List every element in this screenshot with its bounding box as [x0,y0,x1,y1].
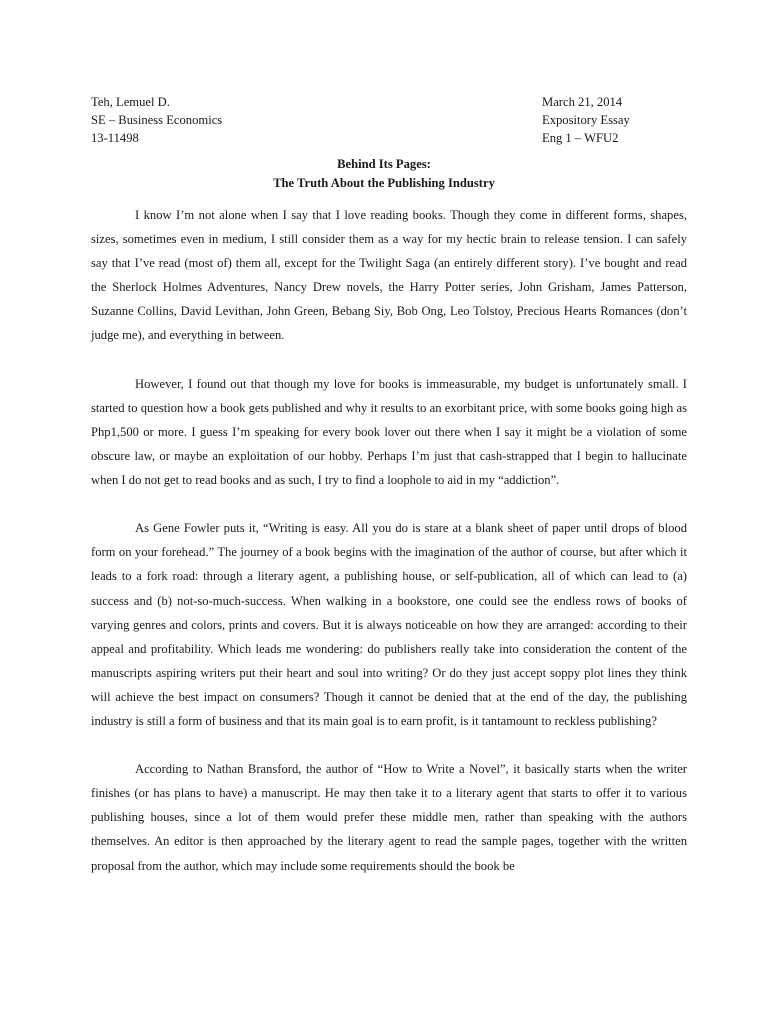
submission-date: March 21, 2014 [542,95,623,109]
student-number: 13-11498 [91,131,139,145]
class-section: Eng 1 – WFU2 [542,131,619,145]
author-info-block [91,93,222,147]
author-name: Teh, Lemuel D. [91,95,170,109]
submission-info-block [542,93,630,147]
title-line-2: The Truth About the Publishing Industry [273,176,495,190]
essay-title [0,155,768,193]
author-course: SE – Business Economics [91,113,223,127]
essay-type: Expository Essay [542,113,630,127]
essay-body [91,203,687,878]
paragraph-3: As Gene Fowler puts it, “Writing is easy. All you do is stare at a blank sheet of paper until drops of blood form on your forehead.” The journey of a book begins with the imagination of the author of course, but after which it leads to a fork road: through a literary agent, a publishing house, or self-publication, all of which can lead to (a) success and (b) not-so-much-success. When walking in a bookstore, one could see the endless rows of books of varying genres and colors, prints and covers. But it is always noticeable on how they are arranged: according to their appeal and profitability. Which leads me wondering: do publishers really take into consideration the content of the manuscripts aspiring writers put their heart and soul into writing? Or do they just accept soppy plot lines they think will achieve the best impact on consumers? Though it cannot be denied that at the end of the day, the publishing industry is still a form of business and that its main goal is to earn profit, is it tantamount to reckless publishing? [91,521,687,728]
paragraph-4: According to Nathan Bransford, the author of “How to Write a Novel”, it basically starts when the writer finishes (or has plans to have) a manuscript. He may then take it to a literary agent that starts to offer it to various publishing houses, since a lot of them would prefer these middle men, rather than speaking with the authors themselves. An editor is then approached by the literary agent to read the sample pages, together with the written proposal from the author, which may include some requirements should the book be [91,762,687,873]
paragraph-1: I know I’m not alone when I say that I love reading books. Though they come in different forms, shapes, sizes, sometimes even in medium, I still consider them as a way for my hectic brain to release tension. I can safely say that I’ve read (most of) them all, except for the Twilight Saga (an entirely different story). I’ve bought and read the Sherlock Holmes Adventures, Nancy Drew novels, the Harry Potter series, John Grisham, James Patterson, Suzanne Collins, David Levithan, John Green, Bebang Siy, Bob Ong, Leo Tolstoy, Precious Hearts Romances (don’t judge me), and everything in between. [91,208,687,343]
title-line-1: Behind Its Pages: [337,157,431,171]
paragraph-2: However, I found out that though my love for books is immeasurable, my budget is unfortunately small. I started to question how a book gets published and why it results to an exorbitant price, with some books going high as Php1,500 or more. I guess I’m speaking for every book lover out there when I say it might be a violation of some obscure law, or maybe an exploitation of our hobby. Perhaps I’m just that cash-strapped that I begin to hallucinate when I do not get to read books and as such, I try to find a loophole to aid in my “addiction”. [91,376,687,488]
